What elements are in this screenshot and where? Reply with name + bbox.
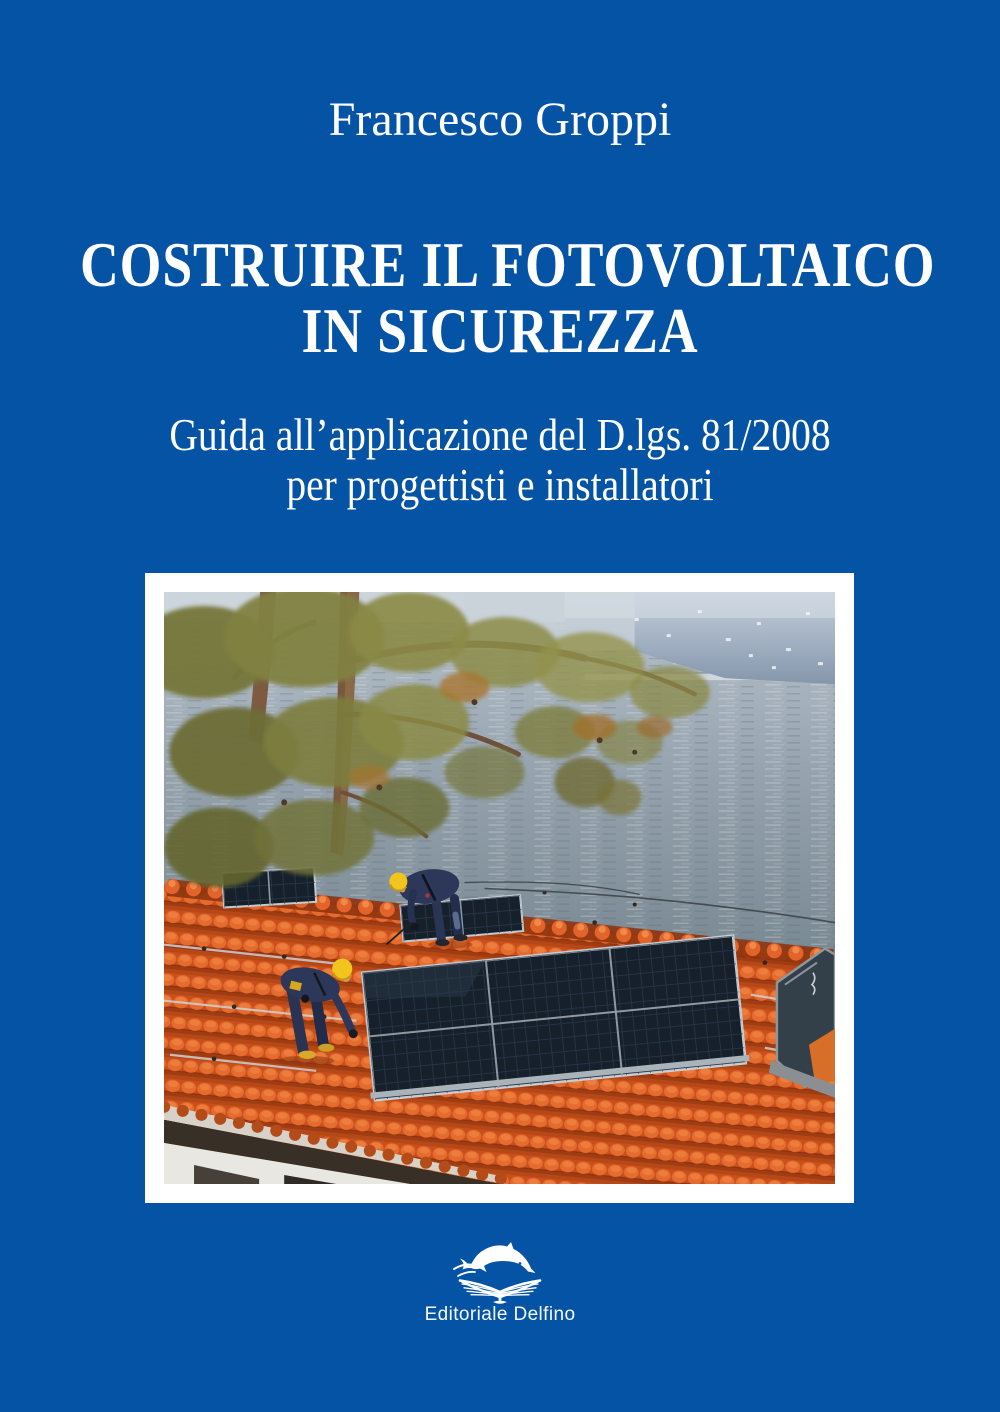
title-line-2: IN SICUREZZA [301,295,699,366]
cover-photo-frame [145,573,854,1203]
open-book [460,1281,540,1298]
author-name: Francesco Groppi [328,93,672,146]
publisher-name: Editoriale Delfino [424,1304,576,1325]
book-title [0,229,1000,366]
publisher-logo dolphin-over-open-book-icon [440,1242,560,1304]
title-line-1: COSTRUIRE IL FOTOVOLTAICO [80,229,936,300]
worker-right-glove [410,923,418,931]
publisher-block [0,1242,1000,1326]
book-subtitle [0,410,1000,510]
cover-photo [164,592,835,1184]
splash-stroke [458,1272,475,1276]
dolphin-eye [519,1262,522,1265]
subtitle-line-1: Guida all’applicazione del D.lgs. 81/2008 [169,409,831,460]
dolphin [470,1242,536,1273]
subtitle-line-2: per progettisti e installatori [286,459,714,510]
worker-left-glove [349,1029,358,1038]
